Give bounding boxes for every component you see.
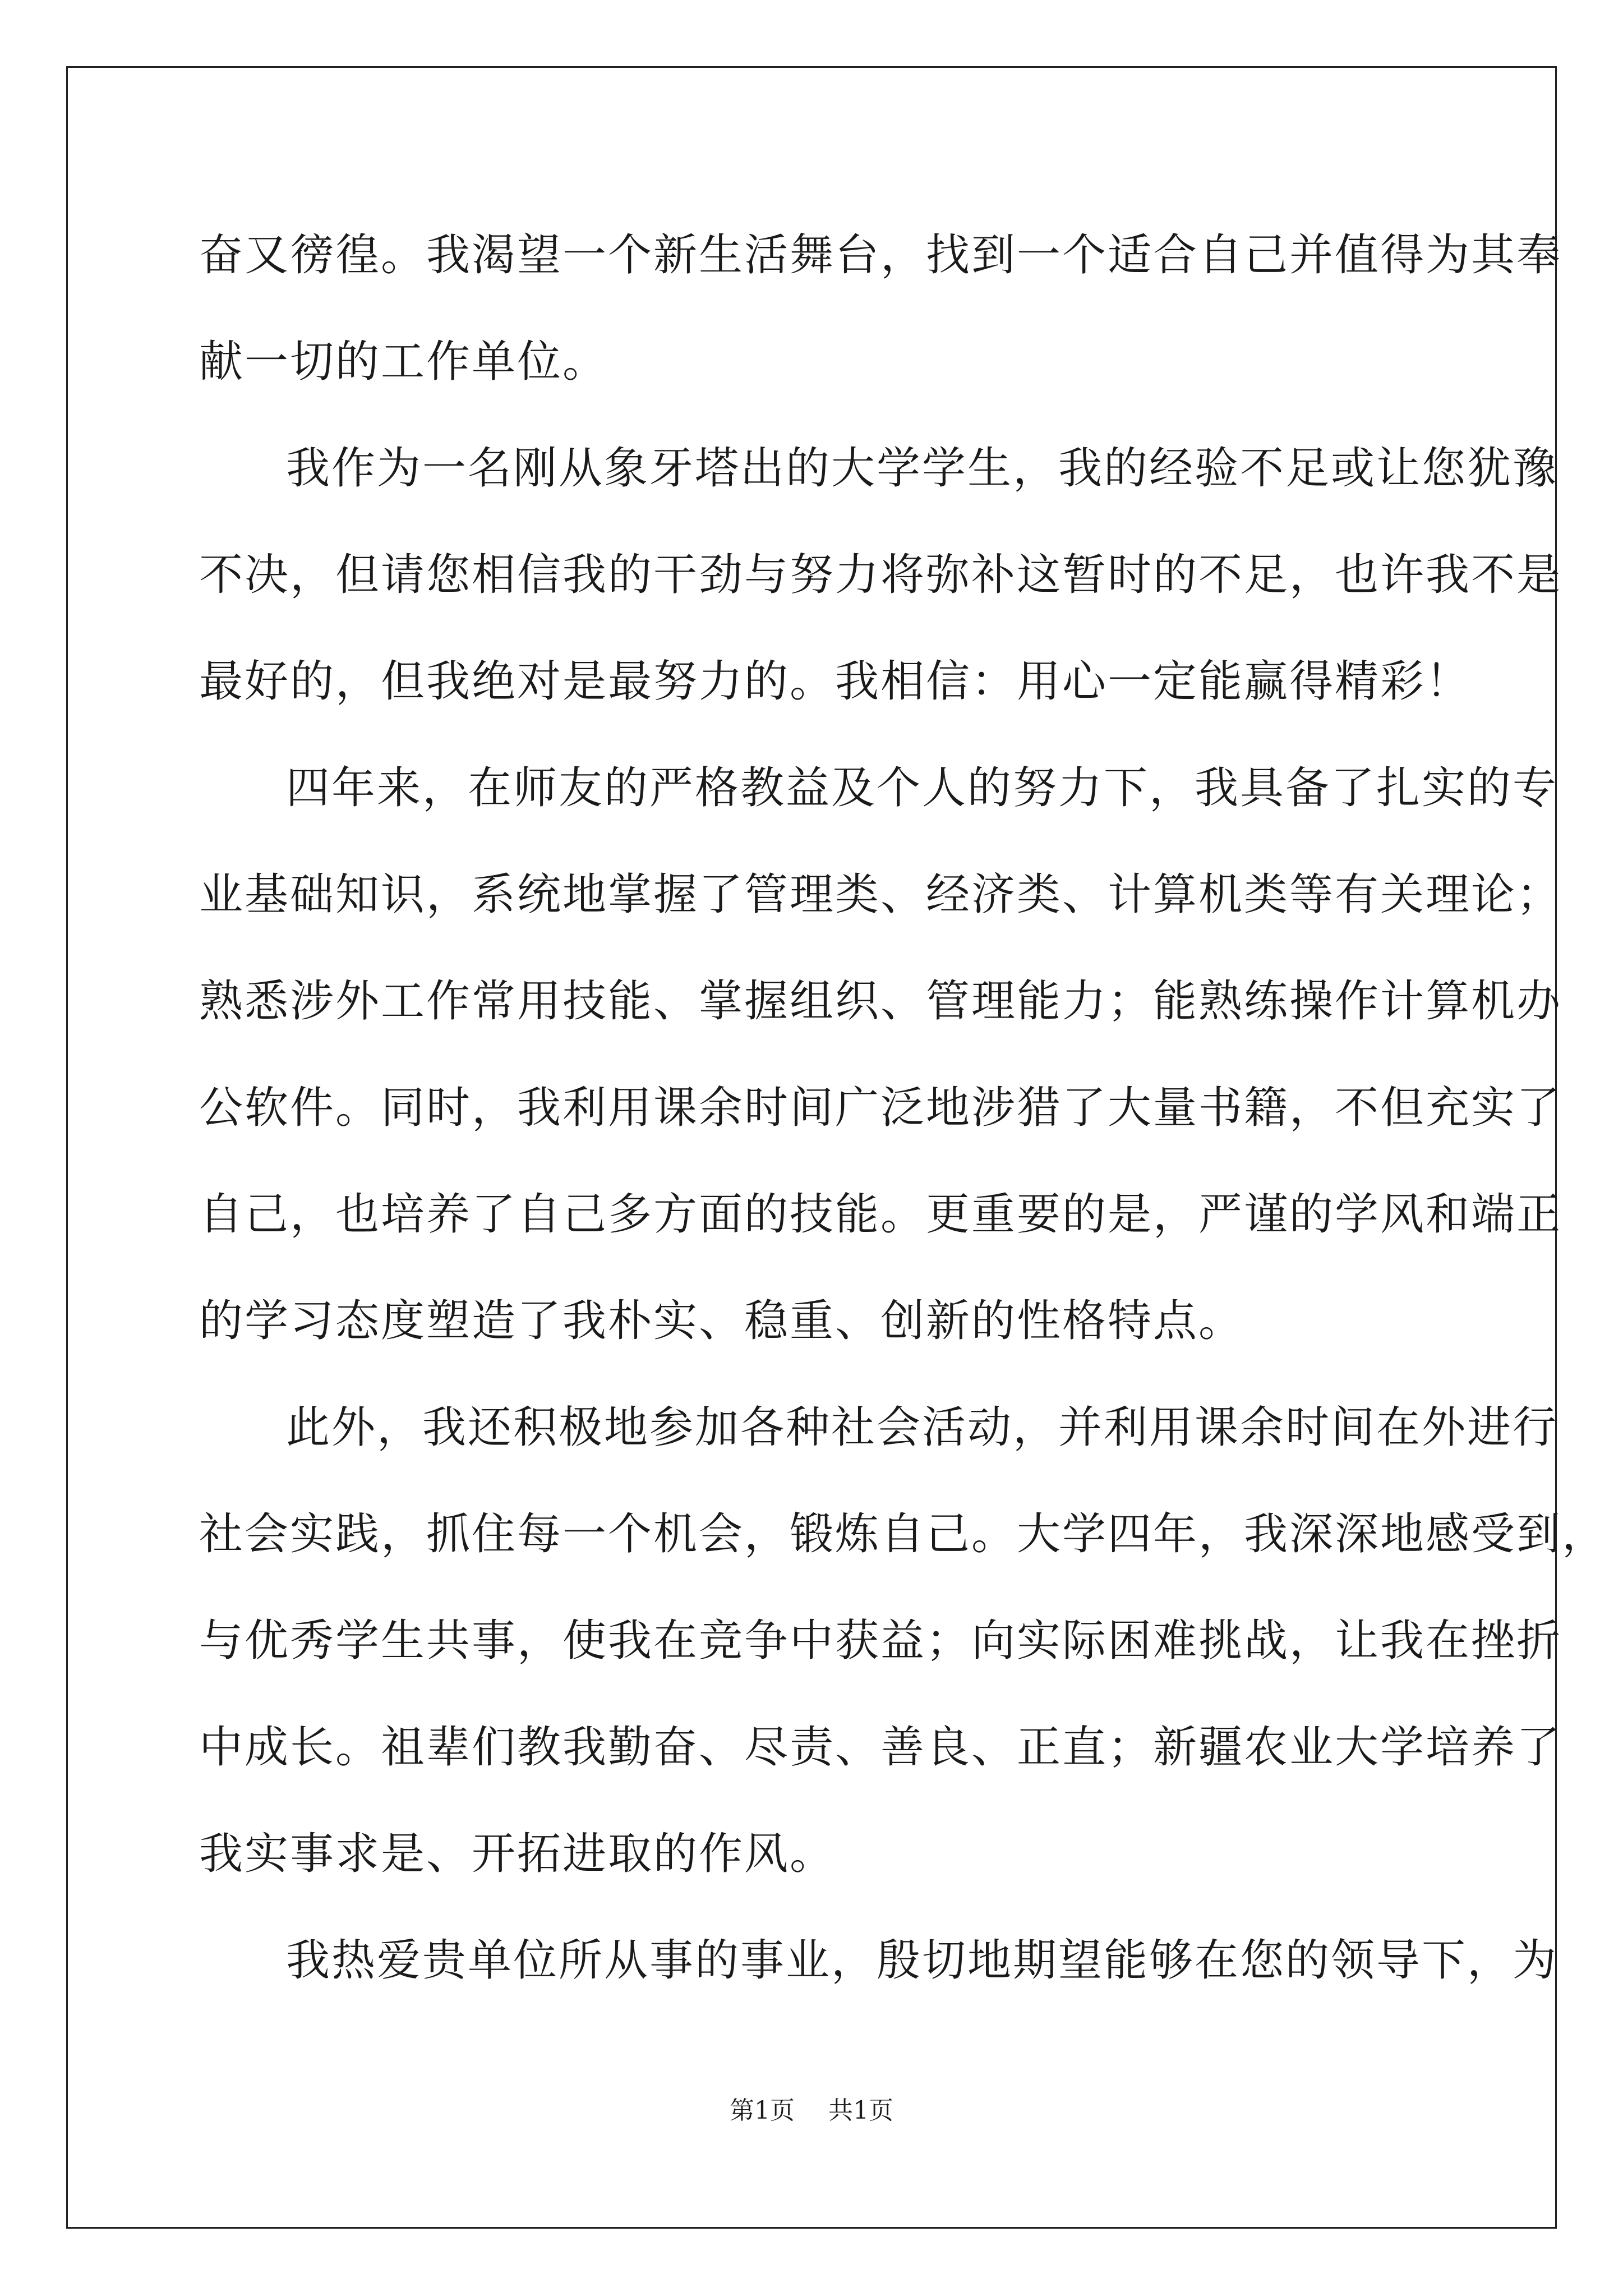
text-line: 中成长。祖辈们教我勤奋、尽责、善良、正直；新疆农业大学培养了 <box>199 1722 1562 1773</box>
text-line: 此外，我还积极地参加各种社会活动，并利用课余时间在外进行 <box>286 1402 1559 1453</box>
text-line: 的学习态度塑造了我朴实、稳重、创新的性格特点。 <box>199 1296 1244 1346</box>
text-line: 与优秀学生共事，使我在竞争中获益；向实际困难挑战，让我在挫折 <box>199 1616 1562 1666</box>
text-line: 公软件。同时，我利用课余时间广泛地涉猎了大量书籍，不但充实了 <box>199 1083 1562 1133</box>
page-footer <box>0 2094 1623 2128</box>
page-number: 第1页 <box>730 2096 795 2125</box>
text-line: 四年来，在师友的严格教益及个人的努力下，我具备了扎实的专 <box>286 763 1559 813</box>
text-line: 社会实践，抓住每一个机会，锻炼自己。大学四年，我深深地感受到， <box>199 1509 1608 1559</box>
text-line: 我热爱贵单位所从事的事业，殷切地期望能够在您的领导下，为 <box>286 1935 1559 1986</box>
text-line: 不决，但请您相信我的干劲与努力将弥补这暂时的不足，也许我不是 <box>199 550 1562 600</box>
text-line: 熟悉涉外工作常用技能、掌握组织、管理能力；能熟练操作计算机办 <box>199 976 1562 1027</box>
document-body <box>199 202 1608 2014</box>
text-line: 自己，也培养了自己多方面的技能。更重要的是，严谨的学风和端正 <box>199 1189 1562 1240</box>
text-line: 最好的，但我绝对是最努力的。我相信：用心一定能赢得精彩！ <box>199 656 1472 707</box>
text-line: 业基础知识，系统地掌握了管理类、经济类、计算机类等有关理论； <box>199 869 1562 920</box>
page-total: 共1页 <box>828 2096 893 2125</box>
text-line: 我实事求是、开拓进取的作风。 <box>199 1829 836 1879</box>
text-line: 献一切的工作单位。 <box>199 337 608 387</box>
text-line: 我作为一名刚从象牙塔出的大学学生，我的经验不足或让您犹豫 <box>286 443 1559 494</box>
text-line: 奋又徬徨。我渴望一个新生活舞台，找到一个适合自己并值得为其奉 <box>199 230 1562 280</box>
